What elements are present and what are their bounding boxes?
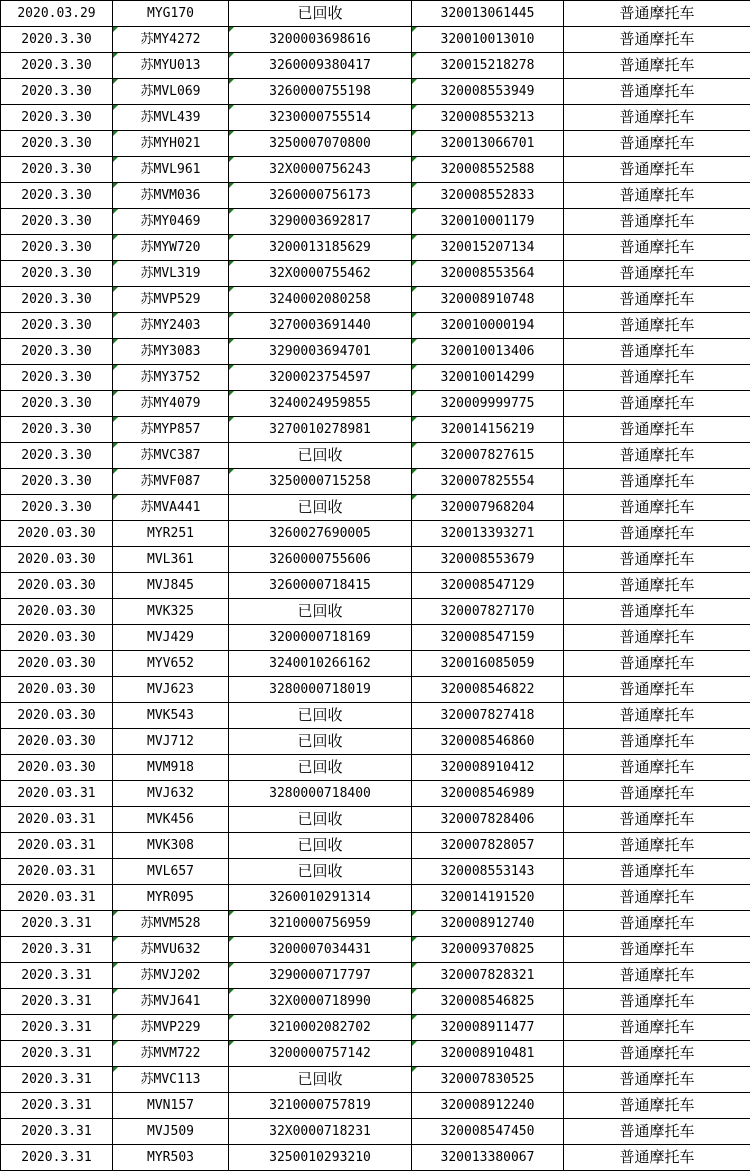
plate-cell: 苏MYP857 (113, 417, 229, 443)
plate-cell: 苏MVC113 (113, 1067, 229, 1093)
table-row (1, 573, 750, 599)
frame-number-cell: 320008546860 (412, 729, 564, 755)
date-cell: 2020.3.30 (1, 287, 113, 313)
table-row (1, 27, 750, 53)
table-row (1, 339, 750, 365)
table-row (1, 989, 750, 1015)
date-cell: 2020.3.30 (1, 443, 113, 469)
engine-number-cell: 3200000757142 (229, 1041, 412, 1067)
vehicle-type-cell: 普通摩托车 (564, 885, 750, 911)
frame-number-cell: 320008553564 (412, 261, 564, 287)
engine-number-cell: 3260000755198 (229, 79, 412, 105)
frame-number-cell: 320013380067 (412, 1145, 564, 1171)
date-cell: 2020.03.30 (1, 651, 113, 677)
date-cell: 2020.3.30 (1, 469, 113, 495)
date-cell: 2020.3.31 (1, 1145, 113, 1171)
table-row (1, 781, 750, 807)
plate-cell: MYV652 (113, 651, 229, 677)
plate-cell: 苏MY3083 (113, 339, 229, 365)
frame-number-cell: 320007827418 (412, 703, 564, 729)
vehicle-type-cell: 普通摩托车 (564, 859, 750, 885)
plate-cell: MYR251 (113, 521, 229, 547)
table-row (1, 261, 750, 287)
date-cell: 2020.3.31 (1, 911, 113, 937)
table-row (1, 677, 750, 703)
frame-number-cell: 320007828321 (412, 963, 564, 989)
date-cell: 2020.3.31 (1, 1119, 113, 1145)
plate-cell: 苏MVJ202 (113, 963, 229, 989)
date-cell: 2020.03.30 (1, 677, 113, 703)
table-row (1, 1145, 750, 1171)
plate-cell: 苏MY0469 (113, 209, 229, 235)
vehicle-type-cell: 普通摩托车 (564, 183, 750, 209)
plate-cell: 苏MVL439 (113, 105, 229, 131)
table-row (1, 417, 750, 443)
vehicle-type-cell: 普通摩托车 (564, 339, 750, 365)
table-row (1, 235, 750, 261)
vehicle-type-cell: 普通摩托车 (564, 937, 750, 963)
table-row (1, 443, 750, 469)
vehicle-type-cell: 普通摩托车 (564, 989, 750, 1015)
vehicle-type-cell: 普通摩托车 (564, 27, 750, 53)
vehicle-type-cell: 普通摩托车 (564, 105, 750, 131)
plate-cell: 苏MVL319 (113, 261, 229, 287)
frame-number-cell: 320010001179 (412, 209, 564, 235)
date-cell: 2020.3.31 (1, 1015, 113, 1041)
plate-cell: 苏MVF087 (113, 469, 229, 495)
engine-number-cell: 3200000718169 (229, 625, 412, 651)
table-row (1, 1119, 750, 1145)
table-row (1, 313, 750, 339)
engine-number-cell: 3200007034431 (229, 937, 412, 963)
vehicle-type-cell: 普通摩托车 (564, 521, 750, 547)
plate-cell: MVJ429 (113, 625, 229, 651)
plate-cell: MVJ712 (113, 729, 229, 755)
frame-number-cell: 320007827170 (412, 599, 564, 625)
frame-number-cell: 320010000194 (412, 313, 564, 339)
table-row (1, 1067, 750, 1093)
plate-cell: 苏MVL069 (113, 79, 229, 105)
frame-number-cell: 320008553213 (412, 105, 564, 131)
frame-number-cell: 320007828406 (412, 807, 564, 833)
frame-number-cell: 320014191520 (412, 885, 564, 911)
plate-cell: 苏MYH021 (113, 131, 229, 157)
table-row (1, 131, 750, 157)
engine-number-cell: 3250000715258 (229, 469, 412, 495)
engine-number-cell: 已回收 (229, 599, 412, 625)
date-cell: 2020.3.31 (1, 1067, 113, 1093)
vehicle-type-cell: 普通摩托车 (564, 469, 750, 495)
plate-cell: MYR503 (113, 1145, 229, 1171)
frame-number-cell: 320008546822 (412, 677, 564, 703)
date-cell: 2020.03.30 (1, 729, 113, 755)
date-cell: 2020.3.30 (1, 495, 113, 521)
plate-cell: 苏MVM528 (113, 911, 229, 937)
table-row (1, 1093, 750, 1119)
date-cell: 2020.3.30 (1, 27, 113, 53)
engine-number-cell: 3250007070800 (229, 131, 412, 157)
date-cell: 2020.3.30 (1, 53, 113, 79)
engine-number-cell: 已回收 (229, 729, 412, 755)
frame-number-cell: 320008552588 (412, 157, 564, 183)
date-cell: 2020.3.30 (1, 417, 113, 443)
plate-cell: 苏MVP529 (113, 287, 229, 313)
plate-cell: 苏MYW720 (113, 235, 229, 261)
frame-number-cell: 320008546825 (412, 989, 564, 1015)
plate-cell: MVL361 (113, 547, 229, 573)
table-row (1, 469, 750, 495)
frame-number-cell: 320009999775 (412, 391, 564, 417)
date-cell: 2020.3.30 (1, 105, 113, 131)
engine-number-cell: 3260000756173 (229, 183, 412, 209)
plate-cell: 苏MY3752 (113, 365, 229, 391)
vehicle-type-cell: 普通摩托车 (564, 209, 750, 235)
table-row (1, 53, 750, 79)
vehicle-type-cell: 普通摩托车 (564, 833, 750, 859)
date-cell: 2020.3.30 (1, 365, 113, 391)
table-row (1, 183, 750, 209)
vehicle-type-cell: 普通摩托车 (564, 261, 750, 287)
plate-cell: MVK308 (113, 833, 229, 859)
date-cell: 2020.03.30 (1, 573, 113, 599)
date-cell: 2020.3.30 (1, 261, 113, 287)
frame-number-cell: 320007830525 (412, 1067, 564, 1093)
plate-cell: MVK543 (113, 703, 229, 729)
table-row (1, 157, 750, 183)
vehicle-type-cell: 普通摩托车 (564, 1015, 750, 1041)
plate-cell: 苏MVM036 (113, 183, 229, 209)
vehicle-type-cell: 普通摩托车 (564, 1041, 750, 1067)
frame-number-cell: 320007825554 (412, 469, 564, 495)
frame-number-cell: 320009370825 (412, 937, 564, 963)
vehicle-type-cell: 普通摩托车 (564, 547, 750, 573)
date-cell: 2020.03.30 (1, 625, 113, 651)
engine-number-cell: 已回收 (229, 1067, 412, 1093)
engine-number-cell: 32X0000756243 (229, 157, 412, 183)
engine-number-cell: 3240002080258 (229, 287, 412, 313)
date-cell: 2020.03.29 (1, 1, 113, 27)
plate-cell: 苏MY4272 (113, 27, 229, 53)
plate-cell: 苏MVJ641 (113, 989, 229, 1015)
table-row (1, 599, 750, 625)
engine-number-cell: 已回收 (229, 833, 412, 859)
date-cell: 2020.03.31 (1, 781, 113, 807)
vehicle-type-cell: 普通摩托车 (564, 131, 750, 157)
engine-number-cell: 3260000755606 (229, 547, 412, 573)
engine-number-cell: 3280000718019 (229, 677, 412, 703)
plate-cell: MVM918 (113, 755, 229, 781)
frame-number-cell: 320014156219 (412, 417, 564, 443)
engine-number-cell: 已回收 (229, 703, 412, 729)
vehicle-type-cell: 普通摩托车 (564, 417, 750, 443)
date-cell: 2020.03.30 (1, 521, 113, 547)
frame-number-cell: 320016085059 (412, 651, 564, 677)
date-cell: 2020.3.30 (1, 183, 113, 209)
plate-cell: MVL657 (113, 859, 229, 885)
date-cell: 2020.03.31 (1, 807, 113, 833)
engine-number-cell: 3210002082702 (229, 1015, 412, 1041)
frame-number-cell: 320010013010 (412, 27, 564, 53)
vehicle-type-cell: 普通摩托车 (564, 1145, 750, 1171)
vehicle-type-cell: 普通摩托车 (564, 729, 750, 755)
table-row (1, 911, 750, 937)
date-cell: 2020.3.30 (1, 235, 113, 261)
date-cell: 2020.03.31 (1, 859, 113, 885)
vehicle-table-body (1, 1, 750, 1171)
frame-number-cell: 320008546989 (412, 781, 564, 807)
table-row (1, 209, 750, 235)
vehicle-type-cell: 普通摩托车 (564, 1119, 750, 1145)
date-cell: 2020.3.30 (1, 313, 113, 339)
date-cell: 2020.3.31 (1, 1093, 113, 1119)
engine-number-cell: 3210000756959 (229, 911, 412, 937)
vehicle-type-cell: 普通摩托车 (564, 53, 750, 79)
plate-cell: 苏MYU013 (113, 53, 229, 79)
frame-number-cell: 320015207134 (412, 235, 564, 261)
engine-number-cell: 3240024959855 (229, 391, 412, 417)
date-cell: 2020.3.31 (1, 1041, 113, 1067)
engine-number-cell: 3290003694701 (229, 339, 412, 365)
frame-number-cell: 320008912240 (412, 1093, 564, 1119)
table-row (1, 287, 750, 313)
table-row (1, 547, 750, 573)
vehicle-type-cell: 普通摩托车 (564, 79, 750, 105)
table-row (1, 521, 750, 547)
engine-number-cell: 3290003692817 (229, 209, 412, 235)
frame-number-cell: 320008910748 (412, 287, 564, 313)
engine-number-cell: 已回收 (229, 807, 412, 833)
plate-cell: MVJ845 (113, 573, 229, 599)
engine-number-cell: 3260027690005 (229, 521, 412, 547)
vehicle-type-cell: 普通摩托车 (564, 755, 750, 781)
date-cell: 2020.03.30 (1, 703, 113, 729)
frame-number-cell: 320007968204 (412, 495, 564, 521)
date-cell: 2020.03.30 (1, 547, 113, 573)
vehicle-type-cell: 普通摩托车 (564, 365, 750, 391)
table-row (1, 937, 750, 963)
vehicle-type-cell: 普通摩托车 (564, 807, 750, 833)
table-row (1, 833, 750, 859)
date-cell: 2020.3.30 (1, 157, 113, 183)
engine-number-cell: 3270003691440 (229, 313, 412, 339)
vehicle-type-cell: 普通摩托车 (564, 911, 750, 937)
plate-cell: MVK456 (113, 807, 229, 833)
date-cell: 2020.03.30 (1, 755, 113, 781)
table-row (1, 495, 750, 521)
engine-number-cell: 3260010291314 (229, 885, 412, 911)
plate-cell: 苏MY2403 (113, 313, 229, 339)
engine-number-cell: 3260000718415 (229, 573, 412, 599)
engine-number-cell: 3200003698616 (229, 27, 412, 53)
plate-cell: 苏MVC387 (113, 443, 229, 469)
plate-cell: MVJ632 (113, 781, 229, 807)
vehicle-type-cell: 普通摩托车 (564, 313, 750, 339)
frame-number-cell: 320010014299 (412, 365, 564, 391)
date-cell: 2020.03.31 (1, 833, 113, 859)
plate-cell: 苏MVM722 (113, 1041, 229, 1067)
frame-number-cell: 320008910481 (412, 1041, 564, 1067)
table-row (1, 1, 750, 27)
frame-number-cell: 320008553143 (412, 859, 564, 885)
frame-number-cell: 320013061445 (412, 1, 564, 27)
engine-number-cell: 已回收 (229, 495, 412, 521)
date-cell: 2020.3.30 (1, 79, 113, 105)
frame-number-cell: 320008911477 (412, 1015, 564, 1041)
frame-number-cell: 320013393271 (412, 521, 564, 547)
vehicle-type-cell: 普通摩托车 (564, 1093, 750, 1119)
vehicle-type-cell: 普通摩托车 (564, 703, 750, 729)
engine-number-cell: 32X0000755462 (229, 261, 412, 287)
engine-number-cell: 3210000757819 (229, 1093, 412, 1119)
engine-number-cell: 已回收 (229, 443, 412, 469)
table-row (1, 391, 750, 417)
table-row (1, 651, 750, 677)
frame-number-cell: 320008910412 (412, 755, 564, 781)
date-cell: 2020.3.30 (1, 209, 113, 235)
engine-number-cell: 3290000717797 (229, 963, 412, 989)
vehicle-type-cell: 普通摩托车 (564, 157, 750, 183)
plate-cell: MVJ509 (113, 1119, 229, 1145)
table-row (1, 1015, 750, 1041)
date-cell: 2020.03.30 (1, 599, 113, 625)
engine-number-cell: 已回收 (229, 859, 412, 885)
table-row (1, 79, 750, 105)
vehicle-type-cell: 普通摩托车 (564, 963, 750, 989)
vehicle-type-cell: 普通摩托车 (564, 651, 750, 677)
table-row (1, 885, 750, 911)
frame-number-cell: 320008912740 (412, 911, 564, 937)
plate-cell: 苏MVU632 (113, 937, 229, 963)
plate-cell: 苏MVA441 (113, 495, 229, 521)
table-row (1, 365, 750, 391)
vehicle-type-cell: 普通摩托车 (564, 625, 750, 651)
engine-number-cell: 已回收 (229, 755, 412, 781)
table-row (1, 963, 750, 989)
engine-number-cell: 已回收 (229, 1, 412, 27)
vehicle-type-cell: 普通摩托车 (564, 495, 750, 521)
date-cell: 2020.3.30 (1, 339, 113, 365)
frame-number-cell: 320008553679 (412, 547, 564, 573)
table-row (1, 807, 750, 833)
plate-cell: 苏MY4079 (113, 391, 229, 417)
plate-cell: 苏MVL961 (113, 157, 229, 183)
table-row (1, 1041, 750, 1067)
date-cell: 2020.3.31 (1, 963, 113, 989)
plate-cell: MYR095 (113, 885, 229, 911)
date-cell: 2020.3.31 (1, 937, 113, 963)
vehicle-type-cell: 普通摩托车 (564, 1, 750, 27)
plate-cell: MVJ623 (113, 677, 229, 703)
vehicle-type-cell: 普通摩托车 (564, 287, 750, 313)
table-row (1, 755, 750, 781)
table-row (1, 859, 750, 885)
vehicle-type-cell: 普通摩托车 (564, 235, 750, 261)
plate-cell: MVN157 (113, 1093, 229, 1119)
engine-number-cell: 3270010278981 (229, 417, 412, 443)
date-cell: 2020.3.30 (1, 391, 113, 417)
date-cell: 2020.03.31 (1, 885, 113, 911)
engine-number-cell: 32X0000718231 (229, 1119, 412, 1145)
frame-number-cell: 320008547159 (412, 625, 564, 651)
frame-number-cell: 320013066701 (412, 131, 564, 157)
frame-number-cell: 320007827615 (412, 443, 564, 469)
engine-number-cell: 32X0000718990 (229, 989, 412, 1015)
table-row (1, 105, 750, 131)
engine-number-cell: 3250010293210 (229, 1145, 412, 1171)
engine-number-cell: 3260009380417 (229, 53, 412, 79)
frame-number-cell: 320008547129 (412, 573, 564, 599)
date-cell: 2020.3.30 (1, 131, 113, 157)
date-cell: 2020.3.31 (1, 989, 113, 1015)
engine-number-cell: 3240010266162 (229, 651, 412, 677)
engine-number-cell: 3280000718400 (229, 781, 412, 807)
vehicle-type-cell: 普通摩托车 (564, 573, 750, 599)
frame-number-cell: 320008547450 (412, 1119, 564, 1145)
vehicle-type-cell: 普通摩托车 (564, 443, 750, 469)
vehicle-type-cell: 普通摩托车 (564, 781, 750, 807)
frame-number-cell: 320015218278 (412, 53, 564, 79)
plate-cell: 苏MVP229 (113, 1015, 229, 1041)
frame-number-cell: 320008553949 (412, 79, 564, 105)
frame-number-cell: 320010013406 (412, 339, 564, 365)
frame-number-cell: 320007828057 (412, 833, 564, 859)
plate-cell: MYG170 (113, 1, 229, 27)
table-row (1, 729, 750, 755)
table-row (1, 625, 750, 651)
vehicle-type-cell: 普通摩托车 (564, 677, 750, 703)
vehicle-type-cell: 普通摩托车 (564, 391, 750, 417)
engine-number-cell: 3230000755514 (229, 105, 412, 131)
frame-number-cell: 320008552833 (412, 183, 564, 209)
vehicle-type-cell: 普通摩托车 (564, 599, 750, 625)
engine-number-cell: 3200023754597 (229, 365, 412, 391)
engine-number-cell: 3200013185629 (229, 235, 412, 261)
plate-cell: MVK325 (113, 599, 229, 625)
vehicle-type-cell: 普通摩托车 (564, 1067, 750, 1093)
table-row (1, 703, 750, 729)
